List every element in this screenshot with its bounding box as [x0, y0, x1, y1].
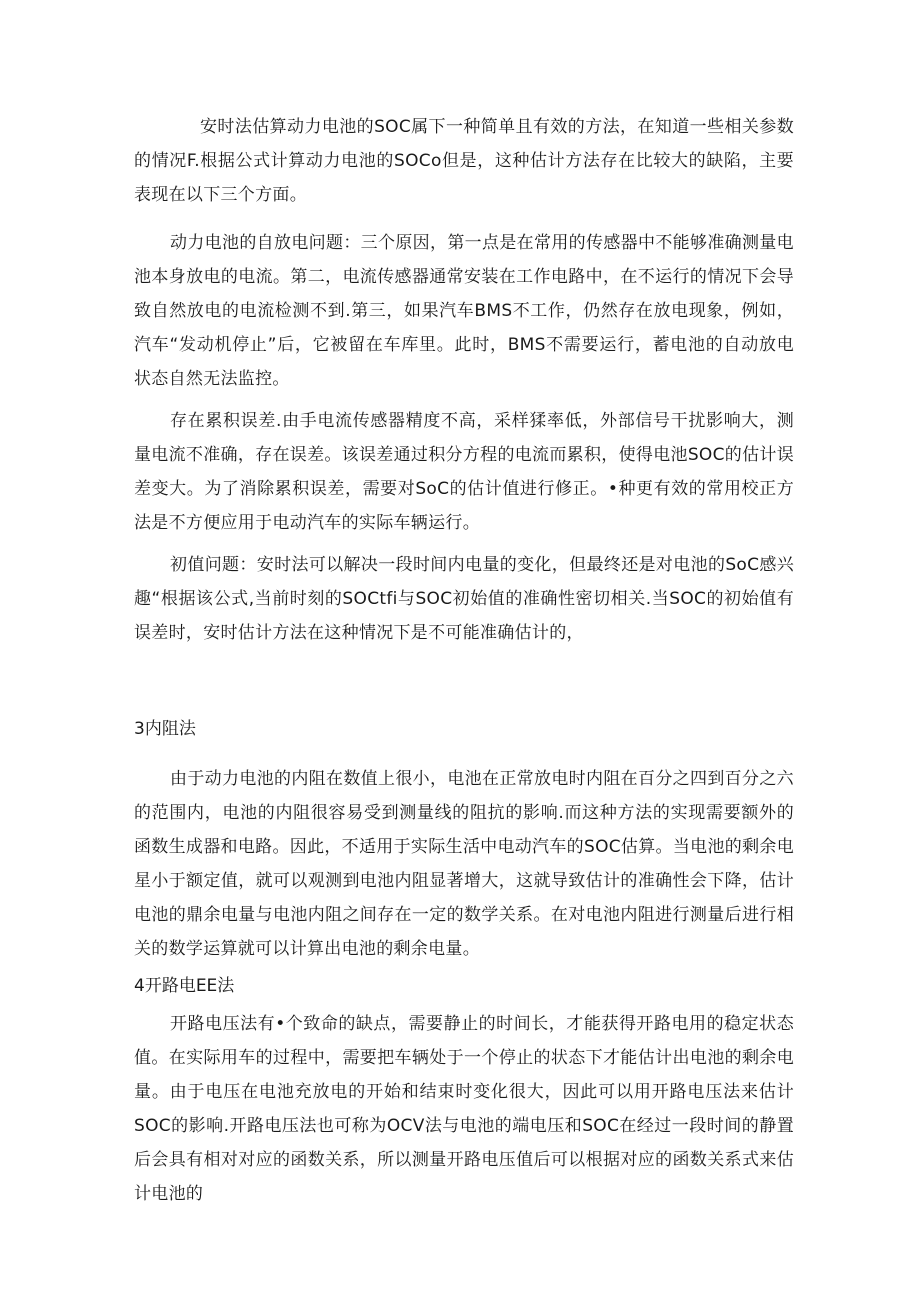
paragraph-initial-value: 初值问题：安时法可以解决一段时间内电量的变化，但最终还是对电池的SoC感兴趣“根据该公式,当前时刻的SOCtfi与SOC初始值的准确性密切相关.当SOC的初始值有误差时，安时估计方法在这种情况下是不可能准确估计的，: [134, 555, 794, 643]
paragraph-ah-method-intro: 安时法估算动力电池的SOC属下一种简单且有效的方法，在知道一些相关参数的情况F.根据公式计算动力电池的SOCo但是，这种估计方法存在比较大的缺陷，主要表现在以下三个方面。: [134, 117, 794, 205]
paragraph-self-discharge: 动力电池的自放电问题：三个原因，第一点是在常用的传感器中不能够准确测量电池本身放电的电流。第二，电流传感器通常安装在工作电路中，在不运行的情况下会导致自然放电的电流检测不到.第三，如果汽车BMS不工作，仍然存在放电现象，例如，汽车“发动机停止”后，它被留在车库里。此时，BMS不需要运行，蓄电池的自动放电状态自然无法监控。: [134, 233, 794, 389]
paragraph-open-circuit-voltage: 开路电压法有•个致命的缺点，需要静止的时间长，才能获得开路电用的稳定状态值。在实际用车的过程中，需要把车辆处于一个停止的状态下才能估计出电池的剩余电量。由于电压在电池充放电的开始和结束时变化很大，因此可以用开路电压法来估计SOC的影响.开路电压法也可称为OCV法与电池的端电压和SOC在经过一段时间的静置后会具有相对对应的函数关系，所以测量开路电压值后可以根据对应的函数关系式来估计电池的: [134, 1014, 794, 1204]
section-heading-open-circuit-voltage: 4开路电EE法: [134, 976, 235, 996]
section-heading-internal-resistance: 3内阻法: [134, 719, 196, 739]
paragraph-internal-resistance: 由于动力电池的内阻在数值上很小，电池在正常放电时内阻在百分之四到百分之六的范围内，电池的内阻很容易受到测量线的阻抗的影响.而这种方法的实现需要额外的函数生成器和电路。因此，不适用于实际生活中电动汽车的SOC估算。当电池的剩余电星小于额定值，就可以观测到电池内阻显著增大，这就导致估计的准确性会下降，估计电池的鼎余电量与电池内阻之间存在一定的数学关系。在对电池内阻进行测量后进行相关的数学运算就可以计算出电池的剩余电量。: [134, 769, 794, 959]
paragraph-cumulative-error: 存在累积误差.由手电流传感器精度不高，采样猱率低，外部信号干扰影响大，测量电流不准确，存在误差。该误差通过积分方程的电流而累积，使得电池SOC的估计误差变大。为了消除累积误差，需要对SoC的估计值进行修正。•种更有效的常用校正方法是不方便应用于电动汽车的实际车辆运行。: [134, 411, 794, 533]
